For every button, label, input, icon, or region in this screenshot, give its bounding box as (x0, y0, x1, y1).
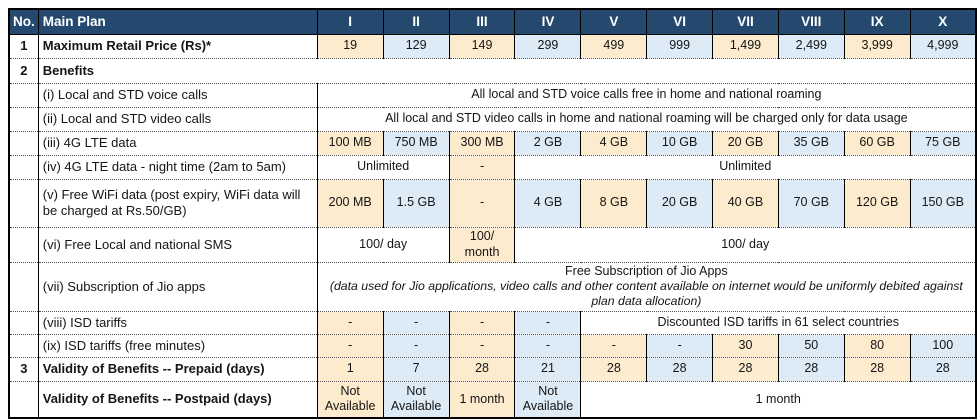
header-plan-iv: IV (515, 9, 581, 34)
lte-night-label: (iv) 4G LTE data - night time (2am to 5am) (38, 155, 317, 179)
header-plan-iii: III (449, 9, 515, 34)
sms-span-cell: 100/ day (515, 227, 976, 262)
wifi-value-cell: 4 GB (515, 179, 581, 227)
isd-minutes-cell: - (383, 334, 449, 357)
lte-value-cell: 300 MB (449, 131, 515, 155)
prepaid-value-cell: 1 (317, 357, 383, 381)
isd-minutes-label: (ix) ISD tariffs (free minutes) (38, 334, 317, 357)
sms-span-cell: 100/ day (317, 227, 449, 262)
row-number-cell (9, 262, 38, 311)
voice-calls-text: All local and STD voice calls free in home and national roaming (317, 83, 976, 107)
wifi-value-cell: 70 GB (778, 179, 844, 227)
wifi-value-cell: 150 GB (910, 179, 976, 227)
row-lte-night (9, 155, 976, 179)
validity-prepaid-label: Validity of Benefits -- Prepaid (days) (38, 357, 317, 381)
header-no: No. (9, 9, 38, 34)
lte-data-label: (iii) 4G LTE data (38, 131, 317, 155)
mrp-value-cell: 1,499 (713, 34, 779, 58)
isd-minutes-cell: - (317, 334, 383, 357)
prepaid-value-cell: 28 (581, 357, 647, 381)
row-number-cell (9, 107, 38, 131)
row-lte-data (9, 131, 976, 155)
header-plan-ix: IX (844, 9, 910, 34)
lte-value-cell: 75 GB (910, 131, 976, 155)
plans-table (8, 8, 977, 419)
prepaid-value-cell: 28 (713, 357, 779, 381)
postpaid-value-cell: Not Available (515, 381, 581, 418)
header-plan-vii: VII (713, 9, 779, 34)
mrp-value-cell: 4,999 (910, 34, 976, 58)
isd-dash-cell: - (317, 311, 383, 334)
lte-value-cell: 35 GB (778, 131, 844, 155)
mrp-value-cell: 2,499 (778, 34, 844, 58)
lte-value-cell: 20 GB (713, 131, 779, 155)
wifi-value-cell: - (449, 179, 515, 227)
lte-value-cell: 4 GB (581, 131, 647, 155)
postpaid-value-cell: Not Available (317, 381, 383, 418)
row-number-cell: 2 (9, 58, 38, 83)
wifi-value-cell: 200 MB (317, 179, 383, 227)
row-number-cell (9, 334, 38, 357)
isd-dash-cell: - (383, 311, 449, 334)
row-number-cell (9, 227, 38, 262)
row-number-cell (9, 381, 38, 418)
isd-minutes-cell: 50 (778, 334, 844, 357)
mrp-value-cell: 19 (317, 34, 383, 58)
sms-label: (vi) Free Local and national SMS (38, 227, 317, 262)
voice-calls-label: (i) Local and STD voice calls (38, 83, 317, 107)
wifi-value-cell: 8 GB (581, 179, 647, 227)
mrp-value-cell: 149 (449, 34, 515, 58)
prepaid-value-cell: 21 (515, 357, 581, 381)
postpaid-span-cell: 1 month (581, 381, 976, 418)
prepaid-value-cell: 28 (844, 357, 910, 381)
table-header-row (9, 9, 976, 34)
video-calls-label: (ii) Local and STD video calls (38, 107, 317, 131)
mrp-value-cell: 129 (383, 34, 449, 58)
header-main-plan: Main Plan (38, 9, 317, 34)
isd-minutes-cell: - (515, 334, 581, 357)
jio-apps-label: (vii) Subscription of Jio apps (38, 262, 317, 311)
row-number-cell (9, 131, 38, 155)
lte-night-span-cell: Unlimited (317, 155, 449, 179)
isd-tariffs-label: (viii) ISD tariffs (38, 311, 317, 334)
row-wifi-data (9, 179, 976, 227)
isd-minutes-cell: - (581, 334, 647, 357)
validity-postpaid-label: Validity of Benefits -- Postpaid (days) (38, 381, 317, 418)
isd-minutes-cell: 80 (844, 334, 910, 357)
mrp-label: Maximum Retail Price (Rs)* (38, 34, 317, 58)
jio-apps-text-cell (317, 262, 976, 311)
mrp-value-cell: 299 (515, 34, 581, 58)
isd-dash-cell: - (515, 311, 581, 334)
jio-apps-line2: (data used for Jio applications, video calls and other content available on internet would be uniformly debited against plan data allocation) (329, 279, 963, 309)
lte-value-cell: 100 MB (317, 131, 383, 155)
mrp-value-cell: 499 (581, 34, 647, 58)
header-plan-x: X (910, 9, 976, 34)
row-number-cell: 3 (9, 357, 38, 381)
prepaid-value-cell: 28 (778, 357, 844, 381)
mrp-value-cell: 3,999 (844, 34, 910, 58)
wifi-value-cell: 40 GB (713, 179, 779, 227)
row-number-cell (9, 155, 38, 179)
row-number-cell (9, 83, 38, 107)
row-isd-minutes (9, 334, 976, 357)
isd-minutes-cell: 30 (713, 334, 779, 357)
lte-night-dash-cell: - (449, 155, 515, 179)
isd-discount-span-cell: Discounted ISD tariffs in 61 select countries (581, 311, 976, 334)
row-number-cell (9, 311, 38, 334)
wifi-data-label: (v) Free WiFi data (post expiry, WiFi data will be charged at Rs.50/GB) (38, 179, 317, 227)
postpaid-value-cell: 1 month (449, 381, 515, 418)
row-number-cell: 1 (9, 34, 38, 58)
header-plan-ii: II (383, 9, 449, 34)
video-calls-text: All local and STD video calls in home and national roaming will be charged only for data usage (317, 107, 976, 131)
lte-value-cell: 750 MB (383, 131, 449, 155)
prepaid-value-cell: 28 (910, 357, 976, 381)
prepaid-value-cell: 28 (449, 357, 515, 381)
row-video-calls (9, 107, 976, 131)
header-plan-vi: VI (647, 9, 713, 34)
lte-value-cell: 2 GB (515, 131, 581, 155)
benefits-label: Benefits (38, 58, 976, 83)
lte-value-cell: 60 GB (844, 131, 910, 155)
isd-dash-cell: - (449, 311, 515, 334)
row-sms (9, 227, 976, 262)
row-benefits-header (9, 58, 976, 83)
row-number-cell (9, 179, 38, 227)
lte-night-span-cell: Unlimited (515, 155, 976, 179)
isd-minutes-cell: 100 (910, 334, 976, 357)
wifi-value-cell: 120 GB (844, 179, 910, 227)
row-mrp (9, 34, 976, 58)
sms-month-cell: 100/ month (449, 227, 515, 262)
wifi-value-cell: 1.5 GB (383, 179, 449, 227)
isd-minutes-cell: - (449, 334, 515, 357)
header-plan-viii: VIII (778, 9, 844, 34)
row-validity-postpaid (9, 381, 976, 418)
prepaid-value-cell: 7 (383, 357, 449, 381)
row-voice-calls (9, 83, 976, 107)
row-jio-apps (9, 262, 976, 311)
isd-minutes-cell: - (647, 334, 713, 357)
row-validity-prepaid (9, 357, 976, 381)
wifi-value-cell: 20 GB (647, 179, 713, 227)
header-plan-i: I (317, 9, 383, 34)
mrp-value-cell: 999 (647, 34, 713, 58)
row-isd-tariffs (9, 311, 976, 334)
lte-value-cell: 10 GB (647, 131, 713, 155)
header-plan-v: V (581, 9, 647, 34)
postpaid-value-cell: Not Available (383, 381, 449, 418)
jio-apps-line1: Free Subscription of Jio Apps (565, 263, 728, 278)
prepaid-value-cell: 28 (647, 357, 713, 381)
